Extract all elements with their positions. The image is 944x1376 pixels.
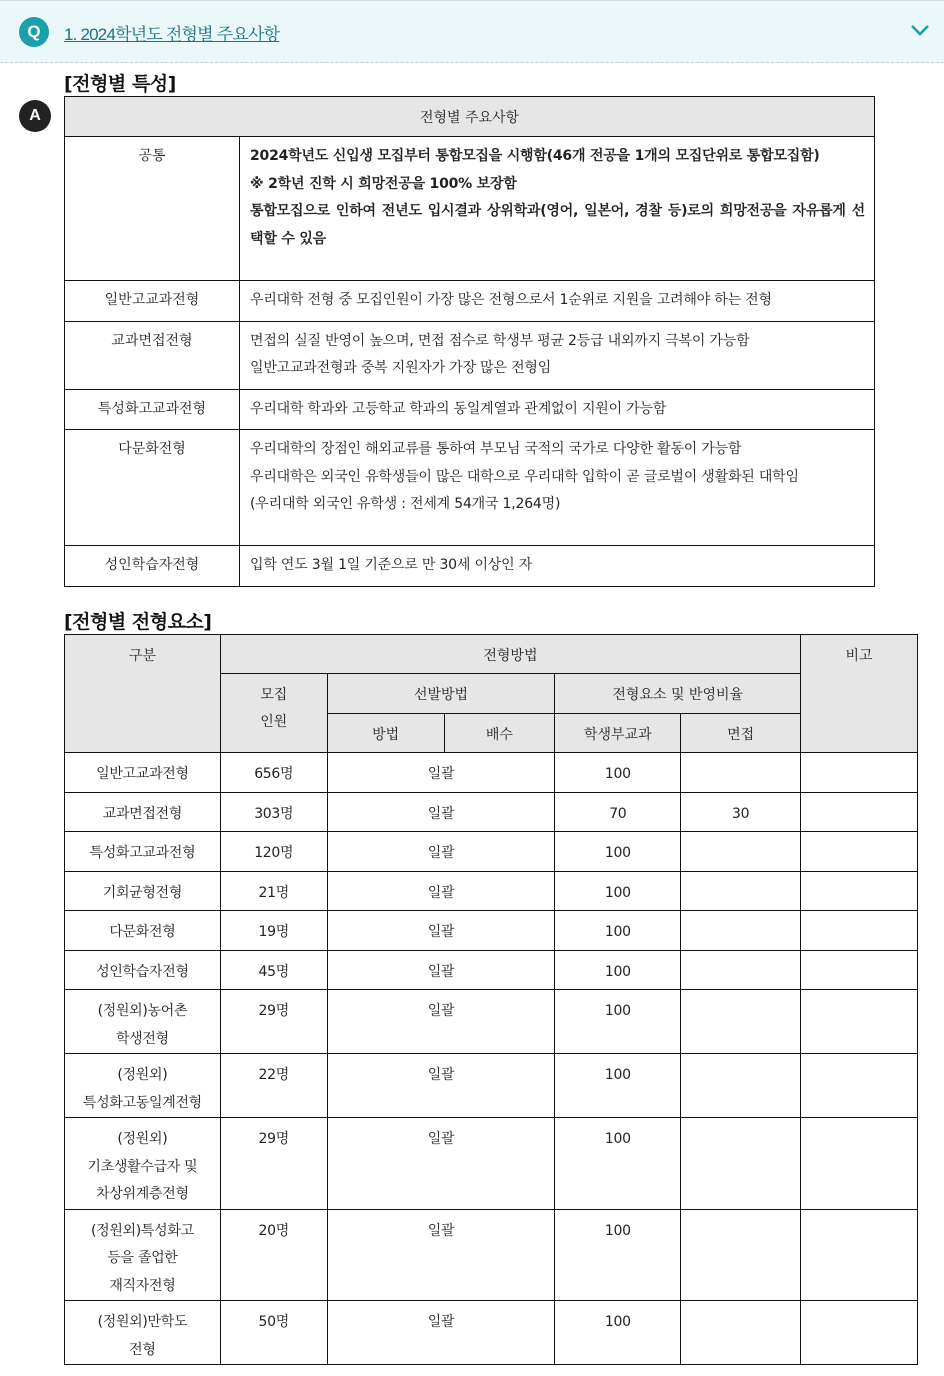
quota-cell: 120명: [220, 832, 327, 872]
record-ratio-cell: 100: [555, 990, 681, 1054]
record-ratio-cell: 70: [555, 793, 681, 832]
name-line: 일반고교과전형: [96, 766, 189, 782]
header-note: 비고: [801, 635, 918, 753]
row-description: [240, 546, 875, 587]
header-method: 방법: [327, 714, 444, 753]
method-cell: 일괄: [327, 990, 555, 1054]
description-line: 우리대학 학과와 고등학교 학과의 동일계열과 관계없이 지원이 가능함: [250, 400, 667, 417]
admission-type-name: [65, 990, 221, 1054]
name-line: (정원외): [117, 1131, 168, 1147]
description-line: ※ 2학년 진학 시 희망전공을 100% 보장함: [250, 175, 517, 192]
row-label: 일반고교과전형: [65, 281, 240, 322]
quota-cell: 45명: [220, 951, 327, 990]
table-row: [65, 281, 875, 322]
description-line: 우리대학 전형 중 모집인원이 가장 많은 전형으로서 1순위로 지원을 고려해야 하는 전형: [250, 292, 772, 308]
row-description: [240, 321, 875, 389]
question-title-link[interactable]: 1. 2024학년도 전형별 주요사항: [64, 25, 280, 44]
table-row: [65, 990, 918, 1054]
quota-cell: 19명: [220, 911, 327, 951]
description-line: 우리대학의 장점인 해외교류를 통하여 부모님 국적의 국가로 다양한 활동이 가능함: [250, 441, 742, 457]
row-label: 교과면접전형: [65, 321, 240, 389]
name-line: (정원외)농어촌: [97, 1003, 188, 1019]
admission-type-name: [65, 832, 221, 872]
table-row: [65, 753, 918, 793]
header-elements: 전형요소 및 반영비율: [555, 674, 801, 714]
section-title-characteristics: [전형별 특성]: [64, 73, 176, 95]
characteristics-table: [64, 96, 875, 587]
description-line: 2024학년도 신입생 모집부터 통합모집을 시행함(46개 전공을 1개의 모집단위로 통합모집함): [250, 148, 820, 164]
method-cell: 일괄: [327, 753, 555, 793]
row-label: 특성화고교과전형: [65, 389, 240, 430]
name-line: 재직자전형: [109, 1277, 176, 1294]
name-line: 기초생활수급자 및: [87, 1158, 198, 1175]
description-line: 면접의 실질 반영이 높으며, 면접 점수로 학생부 평균 2등급 내외까지 극복이 가능함: [250, 332, 750, 349]
admission-type-name: [65, 753, 221, 793]
table-row: [65, 1054, 918, 1118]
quota-cell: 21명: [220, 872, 327, 911]
record-ratio-cell: 100: [555, 911, 681, 951]
method-cell: 일괄: [327, 1054, 555, 1118]
name-line: 특성화고교과전형: [89, 845, 196, 861]
note-cell: [801, 1118, 918, 1210]
header-category: 구분: [65, 635, 221, 753]
admission-type-name: [65, 1209, 221, 1301]
row-description: [240, 389, 875, 430]
header-multiplier: 배수: [444, 714, 555, 753]
faq-question-header[interactable]: [0, 0, 944, 63]
record-ratio-cell: 100: [555, 1209, 681, 1301]
table-row: [65, 1209, 918, 1301]
name-line: 다문화전형: [109, 924, 176, 940]
method-cell: 일괄: [327, 1301, 555, 1365]
row-label: 공통: [65, 137, 240, 281]
section-title-elements: [전형별 전형요소]: [64, 611, 212, 633]
record-ratio-cell: 100: [555, 1118, 681, 1210]
table-row: [65, 832, 918, 872]
question-badge: Q: [19, 17, 49, 47]
interview-ratio-cell: [681, 1301, 801, 1365]
admission-type-name: [65, 911, 221, 951]
chevron-down-icon[interactable]: [910, 23, 930, 37]
method-cell: 일괄: [327, 911, 555, 951]
admission-type-name: [65, 1118, 221, 1210]
header-selection: 선발방법: [327, 674, 555, 714]
table-row: [65, 1301, 918, 1365]
header-method-group: 전형방법: [220, 635, 800, 674]
row-description: [240, 281, 875, 322]
quota-cell: 29명: [220, 990, 327, 1054]
quota-cell: 20명: [220, 1209, 327, 1301]
method-cell: 일괄: [327, 793, 555, 832]
interview-ratio-cell: [681, 1209, 801, 1301]
interview-ratio-cell: [681, 1118, 801, 1210]
interview-ratio-cell: [681, 872, 801, 911]
record-ratio-cell: 100: [555, 1301, 681, 1365]
header-quota-line2: 인원: [260, 714, 288, 730]
quota-cell: 50명: [220, 1301, 327, 1365]
note-cell: [801, 911, 918, 951]
note-cell: [801, 872, 918, 911]
name-line: 기회균형전형: [102, 885, 183, 901]
name-line: (정원외)만학도: [97, 1314, 188, 1330]
method-cell: 일괄: [327, 872, 555, 911]
name-line: (정원외)특성화고: [90, 1222, 194, 1239]
table-header: 전형별 주요사항: [65, 97, 875, 137]
record-ratio-cell: 100: [555, 832, 681, 872]
admission-type-name: [65, 951, 221, 990]
answer-badge: A: [19, 100, 51, 132]
quota-cell: 656명: [220, 753, 327, 793]
admission-type-name: [65, 793, 221, 832]
record-ratio-cell: 100: [555, 872, 681, 911]
record-ratio-cell: 100: [555, 753, 681, 793]
note-cell: [801, 1301, 918, 1365]
admission-type-name: [65, 1301, 221, 1365]
table-row: [65, 1118, 918, 1210]
description-line: 통합모집으로 인하여 전년도 입시결과 상위학과(영어, 일본어, 경찰 등)로의 희망전공을 자유롭게 선택할 수 있음: [250, 203, 865, 247]
interview-ratio-cell: [681, 911, 801, 951]
name-line: 특성화고동일계전형: [82, 1094, 202, 1111]
interview-ratio-cell: 30: [681, 793, 801, 832]
table-row: [65, 793, 918, 832]
name-line: 학생전형: [115, 1030, 169, 1047]
row-description: [240, 430, 875, 546]
method-cell: 일괄: [327, 1118, 555, 1210]
quota-cell: 29명: [220, 1118, 327, 1210]
interview-ratio-cell: [681, 832, 801, 872]
header-quota: [220, 674, 327, 753]
record-ratio-cell: 100: [555, 1054, 681, 1118]
row-label: 성인학습자전형: [65, 546, 240, 587]
table-row: [65, 951, 918, 990]
note-cell: [801, 753, 918, 793]
table-row: [65, 911, 918, 951]
row-label: 다문화전형: [65, 430, 240, 546]
name-line: 성인학습자전형: [96, 964, 189, 980]
note-cell: [801, 832, 918, 872]
interview-ratio-cell: [681, 753, 801, 793]
record-ratio-cell: 100: [555, 951, 681, 990]
description-line: (우리대학 외국인 유학생 : 전세계 54개국 1,264명): [250, 496, 561, 512]
note-cell: [801, 793, 918, 832]
name-line: (정원외): [117, 1067, 168, 1083]
admission-type-name: [65, 872, 221, 911]
note-cell: [801, 1209, 918, 1301]
description-line: 일반고교과전형과 중복 지원자가 가장 많은 전형임: [250, 360, 552, 376]
table-row: [65, 546, 875, 587]
table-row: [65, 389, 875, 430]
interview-ratio-cell: [681, 951, 801, 990]
method-cell: 일괄: [327, 832, 555, 872]
header-record: 학생부교과: [555, 714, 681, 753]
admission-type-name: [65, 1054, 221, 1118]
quota-cell: 303명: [220, 793, 327, 832]
admission-elements-table: [64, 634, 918, 1365]
interview-ratio-cell: [681, 1054, 801, 1118]
interview-ratio-cell: [681, 990, 801, 1054]
name-line: 차상위계층전형: [96, 1186, 189, 1202]
quota-cell: 22명: [220, 1054, 327, 1118]
note-cell: [801, 990, 918, 1054]
name-line: 전형: [129, 1341, 156, 1358]
table-row: [65, 321, 875, 389]
note-cell: [801, 951, 918, 990]
description-line: 입학 연도 3월 1일 기준으로 만 30세 이상인 자: [250, 557, 533, 573]
header-quota-line1: 모집: [260, 687, 288, 703]
name-line: 등을 졸업한: [107, 1250, 178, 1266]
name-line: 교과면접전형: [102, 806, 183, 822]
method-cell: 일괄: [327, 951, 555, 990]
row-description: [240, 137, 875, 281]
table-row: [65, 872, 918, 911]
description-line: 우리대학은 외국인 유학생들이 많은 대학으로 우리대학 입학이 곧 글로벌이 생활화된 대학임: [250, 468, 799, 485]
method-cell: 일괄: [327, 1209, 555, 1301]
header-interview: 면접: [681, 714, 801, 753]
note-cell: [801, 1054, 918, 1118]
table-row: [65, 137, 875, 281]
table-row: [65, 430, 875, 546]
